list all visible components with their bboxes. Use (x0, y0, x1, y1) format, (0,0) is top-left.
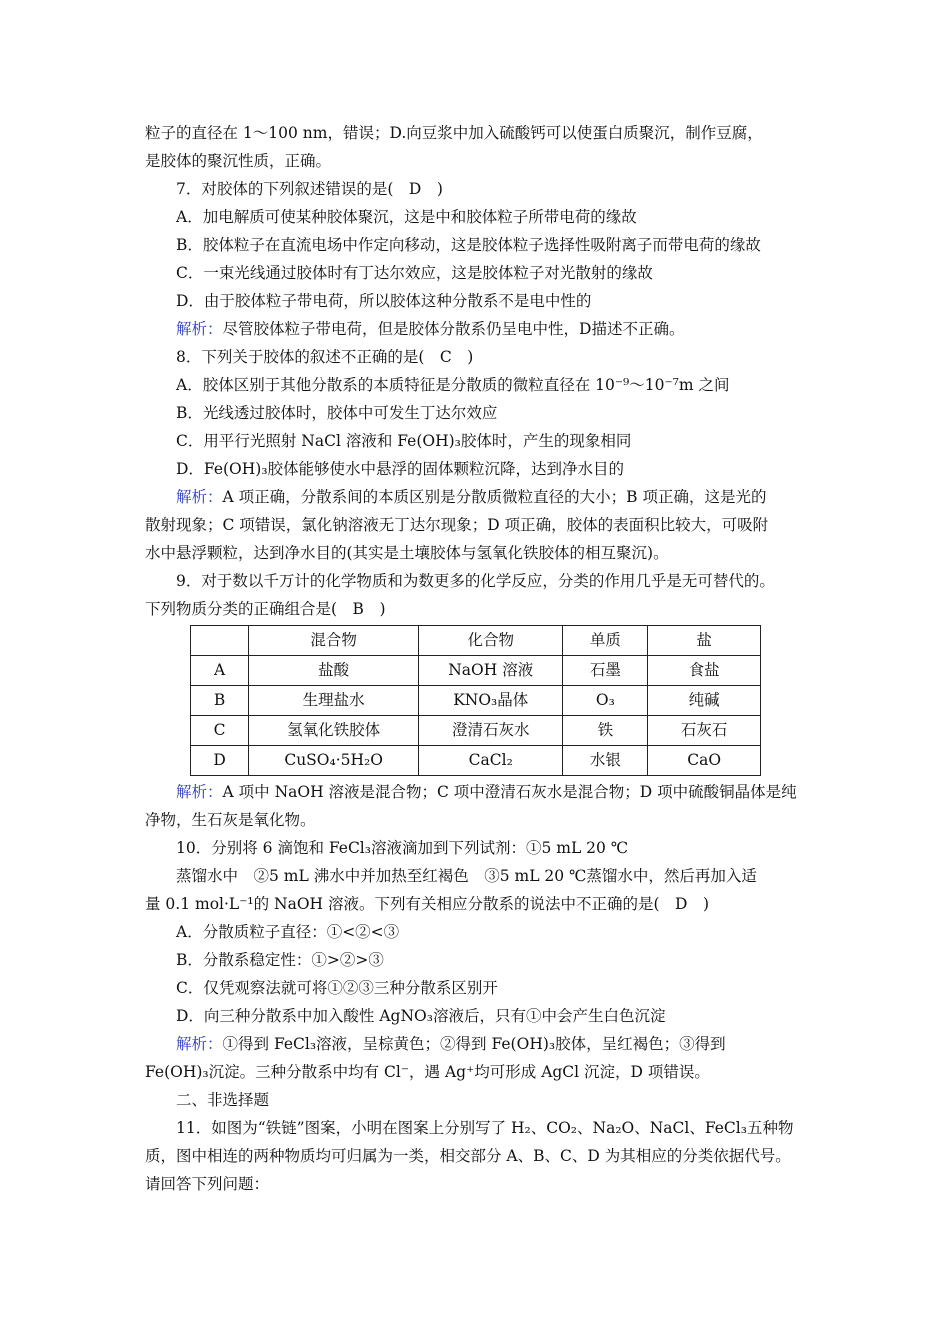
text-line (145, 427, 813, 455)
table-row (191, 716, 761, 746)
text-line (145, 147, 813, 175)
table-cell: D (191, 746, 249, 776)
line-text: ①得到 FeCl₃溶液，呈棕黄色；②得到 Fe(OH)₃胶体，呈红褐色；③得到 (222, 1035, 726, 1053)
classification-table (190, 625, 761, 776)
line-text: 散射现象；C 项错误，氯化钠溶液无丁达尔现象；D 项正确，胶体的表面积比较大，可吸附 (145, 516, 769, 534)
table-cell: 单质 (563, 626, 648, 656)
line-text: B．光线透过胶体时，胶体中可发生丁达尔效应 (176, 404, 498, 422)
line-text: 是胶体的聚沉性质，正确。 (145, 152, 332, 170)
table-cell: CaCl₂ (419, 746, 563, 776)
table-cell: B (191, 686, 249, 716)
line-text: 量 0.1 mol·L⁻¹的 NaOH 溶液。下列有关相应分散系的说法中不正确的是( D ) (145, 895, 710, 913)
table-cell: CuSO₄·5H₂O (249, 746, 419, 776)
text-line (145, 483, 813, 511)
text-line (145, 511, 813, 539)
text-line (145, 974, 813, 1002)
line-text: C．仅凭观察法就可将①②③三种分散系区别开 (176, 979, 498, 997)
document-body (145, 119, 813, 1198)
analysis-label: 解析： (176, 320, 223, 338)
table-cell: 盐酸 (249, 656, 419, 686)
text-line (145, 806, 813, 834)
text-block-top (145, 119, 813, 623)
line-text: 粒子的直径在 1～100 nm，错误；D.向豆浆中加入硫酸钙可以使蛋白质聚沉，制作豆腐， (145, 124, 763, 142)
line-text: A．分散质粒子直径：①<②<③ (176, 923, 400, 941)
line-text: A 项中 NaOH 溶液是混合物；C 项中澄清石灰水是混合物；D 项中硫酸铜晶体是纯 (222, 783, 797, 801)
table-cell: 食盐 (648, 656, 761, 686)
line-text: 二、非选择题 (176, 1091, 270, 1109)
line-text: Fe(OH)₃沉淀。三种分散系中均有 Cl⁻，遇 Ag⁺均可形成 AgCl 沉淀，D 项错误。 (145, 1063, 710, 1081)
line-text: 净物，生石灰是氧化物。 (145, 811, 316, 829)
table-cell: 氢氧化铁胶体 (249, 716, 419, 746)
text-line (145, 946, 813, 974)
table-cell (191, 626, 249, 656)
line-text: 尽管胶体粒子带电荷，但是胶体分散系仍呈电中性，D描述不正确。 (222, 320, 685, 338)
text-line (145, 175, 813, 203)
line-text: D．Fe(OH)₃胶体能够使水中悬浮的固体颗粒沉降，达到净水目的 (176, 460, 625, 478)
line-text: A．胶体区别于其他分散系的本质特征是分散质的微粒直径在 10⁻⁹～10⁻⁷m 之间 (176, 376, 730, 394)
line-text: 水中悬浮颗粒，达到净水目的(其实是土壤胶体与氢氧化铁胶体的相互聚沉)。 (145, 544, 669, 562)
text-line (145, 231, 813, 259)
line-text: 10．分别将 6 滴饱和 FeCl₃溶液滴加到下列试剂：①5 mL 20 ℃ (176, 839, 629, 857)
table-cell: C (191, 716, 249, 746)
line-text: D．向三种分散系中加入酸性 AgNO₃溶液后，只有①中会产生白色沉淀 (176, 1007, 666, 1025)
line-text: D．由于胶体粒子带电荷，所以胶体这种分散系不是电中性的 (176, 292, 592, 310)
text-line (145, 455, 813, 483)
table-cell: 澄清石灰水 (419, 716, 563, 746)
table-cell: 生理盐水 (249, 686, 419, 716)
text-line (145, 1030, 813, 1058)
text-line (145, 315, 813, 343)
analysis-label: 解析： (176, 1035, 223, 1053)
table-row (191, 686, 761, 716)
line-text: 请回答下列问题： (145, 1175, 270, 1193)
text-line (145, 119, 813, 147)
text-line (145, 862, 813, 890)
table-cell: A (191, 656, 249, 686)
line-text: B．分散系稳定性：①>②>③ (176, 951, 384, 969)
text-line (145, 1170, 813, 1198)
text-line (145, 595, 813, 623)
table-cell: 混合物 (249, 626, 419, 656)
table-cell: NaOH 溶液 (419, 656, 563, 686)
table-cell: 铁 (563, 716, 648, 746)
text-line (145, 287, 813, 315)
table-cell: 水银 (563, 746, 648, 776)
table-cell: 石灰石 (648, 716, 761, 746)
table-cell: CaO (648, 746, 761, 776)
table-cell: 石墨 (563, 656, 648, 686)
line-text: 8．下列关于胶体的叙述不正确的是( C ) (176, 348, 474, 366)
text-line (145, 567, 813, 595)
line-text: 下列物质分类的正确组合是( B ) (145, 600, 386, 618)
text-line (145, 918, 813, 946)
text-line (145, 1058, 813, 1086)
table-cell: 纯碱 (648, 686, 761, 716)
line-text: B．胶体粒子在直流电场中作定向移动，这是胶体粒子选择性吸附离子而带电荷的缘故 (176, 236, 761, 254)
line-text: 9．对于数以千万计的化学物质和为数更多的化学反应，分类的作用几乎是无可替代的。 (176, 572, 775, 590)
table-cell: 盐 (648, 626, 761, 656)
table-row (191, 656, 761, 686)
text-line (145, 1114, 813, 1142)
line-text: 蒸馏水中 ②5 mL 沸水中并加热至红褐色 ③5 mL 20 ℃蒸馏水中，然后再加入适 (176, 867, 757, 885)
table-row (191, 746, 761, 776)
text-line (145, 1086, 813, 1114)
analysis-label: 解析： (176, 783, 223, 801)
analysis-label: 解析： (176, 488, 223, 506)
text-line (145, 1002, 813, 1030)
text-line (145, 371, 813, 399)
line-text: C．用平行光照射 NaCl 溶液和 Fe(OH)₃胶体时，产生的现象相同 (176, 432, 632, 450)
line-text: 质，图中相连的两种物质均可归属为一类，相交部分 A、B、C、D 为其相应的分类依据代号。 (145, 1147, 791, 1165)
line-text: 11．如图为“铁链”图案，小明在图案上分别写了 H₂、CO₂、Na₂O、NaCl、FeCl₃五种物 (176, 1119, 794, 1137)
text-line (145, 399, 813, 427)
text-line (145, 343, 813, 371)
line-text: A 项正确，分散系间的本质区别是分散质微粒直径的大小；B 项正确，这是光的 (222, 488, 767, 506)
text-line (145, 203, 813, 231)
table-header-row (191, 626, 761, 656)
line-text: C．一束光线通过胶体时有丁达尔效应，这是胶体粒子对光散射的缘故 (176, 264, 653, 282)
text-block-bottom (145, 778, 813, 1198)
text-line (145, 1142, 813, 1170)
table-cell: KNO₃晶体 (419, 686, 563, 716)
text-line (145, 890, 813, 918)
text-line (145, 778, 813, 806)
line-text: A．加电解质可使某种胶体聚沉，这是中和胶体粒子所带电荷的缘故 (176, 208, 637, 226)
text-line (145, 834, 813, 862)
line-text: 7．对胶体的下列叙述错误的是( D ) (176, 180, 443, 198)
table-cell: 化合物 (419, 626, 563, 656)
text-line (145, 539, 813, 567)
table-cell: O₃ (563, 686, 648, 716)
text-line (145, 259, 813, 287)
